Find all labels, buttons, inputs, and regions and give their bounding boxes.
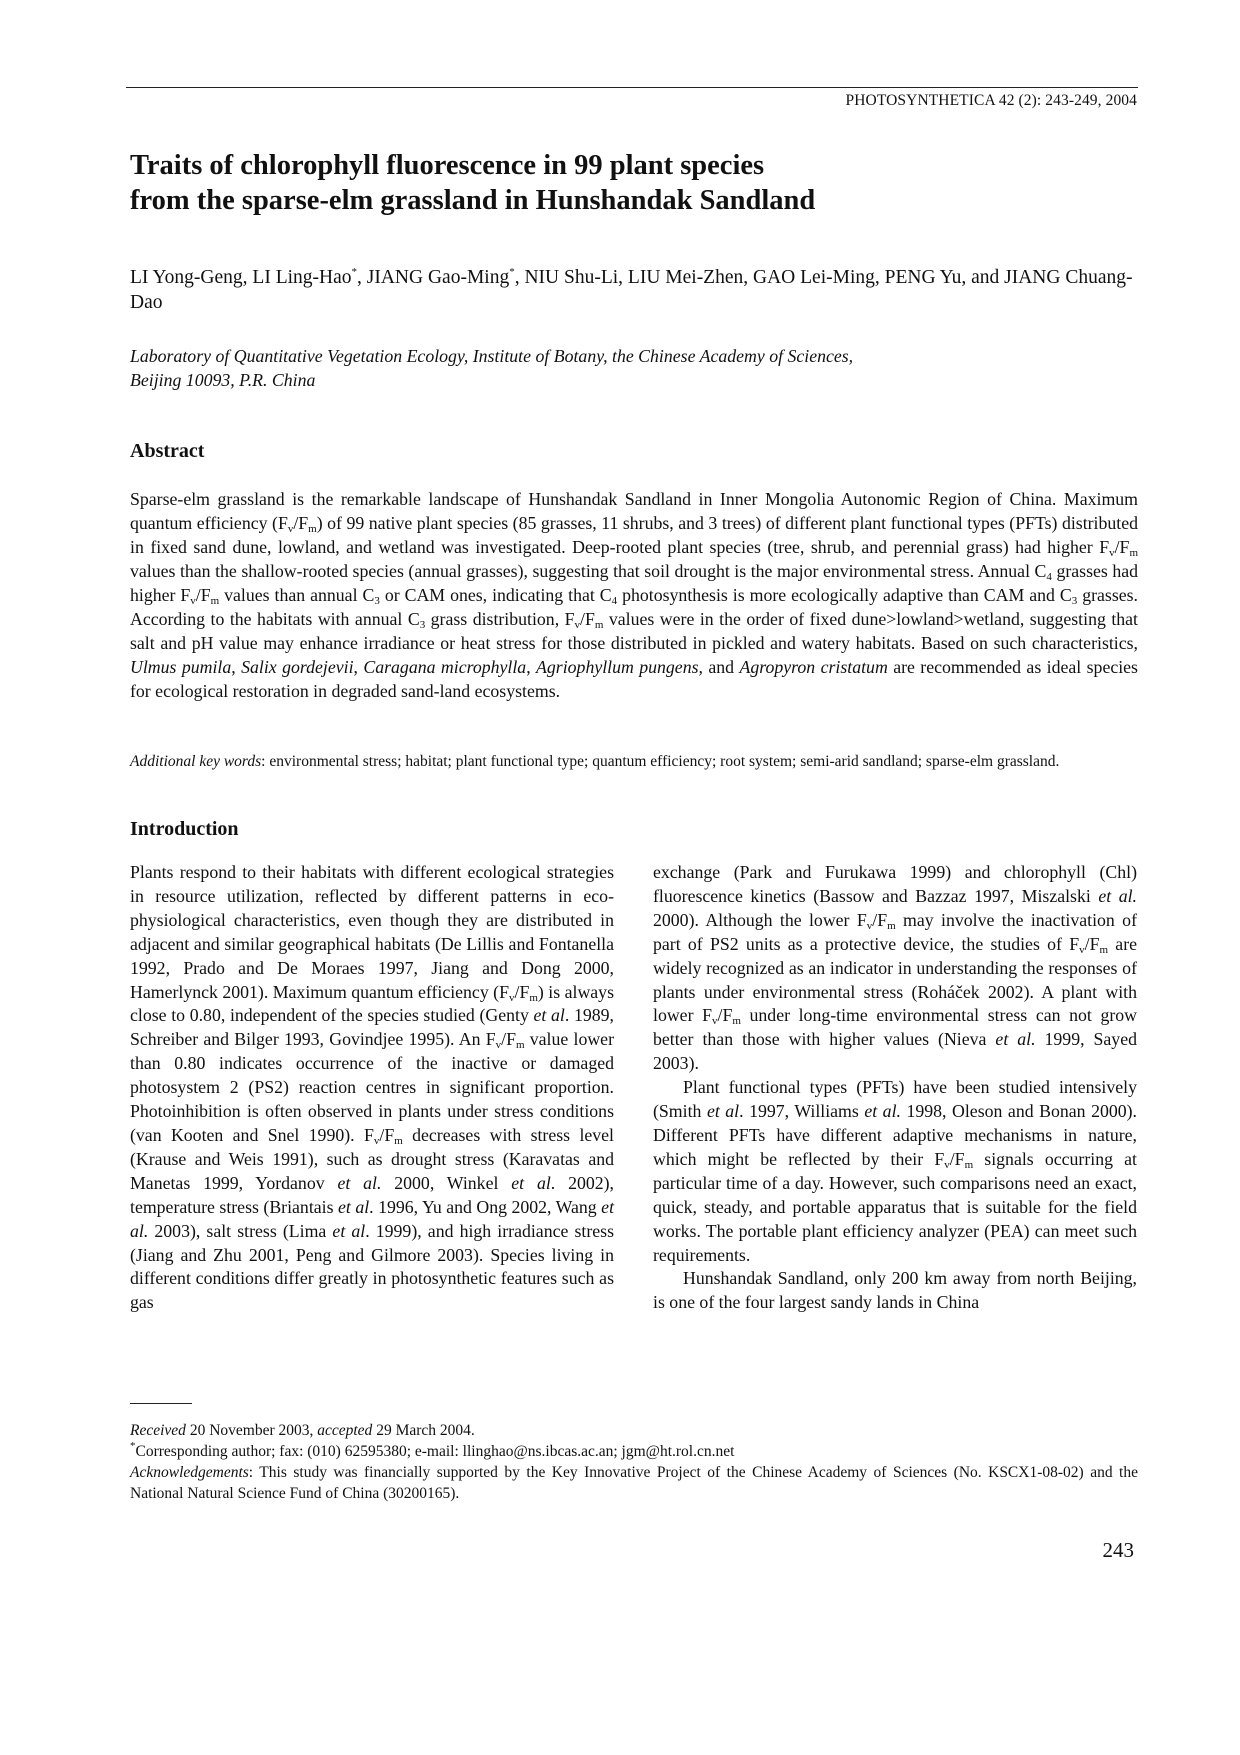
c3-symbol: $C_3$	[362, 585, 380, 607]
species-name: Agropyron cristatum	[739, 657, 888, 677]
keywords-text: : environmental stress; habitat; plant functional type; quantum efficiency; root system; semi-arid sandland; sparse-elm grassland.	[261, 753, 1060, 770]
affiliation-line-2: Beijing 10093, P.R. China	[130, 370, 316, 390]
author-text: , NIU Shu-Li, LIU Mei-Zhen, GAO Lei-Ming, PENG Yu, and JIANG Chuang-Dao	[130, 267, 1133, 313]
author-list	[130, 265, 1140, 315]
keywords	[130, 751, 1138, 772]
body-column-left	[130, 861, 614, 1315]
fv-fm-symbol: $F_v/F_m$	[564, 609, 604, 631]
header-rule	[126, 87, 1138, 88]
body-column-right	[653, 861, 1137, 1315]
footnote-rule	[130, 1403, 192, 1404]
c4-symbol: $C_4$	[599, 585, 618, 607]
fv-fm-symbol: $F_v/F_m$	[934, 1148, 974, 1171]
author-text: ,	[357, 267, 367, 288]
corresponding-author-note: *Corresponding author; fax: (010) 62595380; e-mail: llinghao@ns.ibcas.ac.an; jgm@ht.rol.cn.net	[130, 1440, 735, 1460]
article-title	[130, 148, 1030, 218]
fv-fm-symbol: $F_v/F_m$	[499, 981, 538, 1004]
intro-paragraph-1: Plants respond to their habitats with different ecological strategies in resource utilization, reflected by different patterns in eco-physiological characteristics, even though they are distributed in adjacent and similar geographical habitats (De Lillis and Fontanella 1992, Prado and De Moraes 1997, Jiang and Dong 2000, Hamerlynck 2001). Maximum quantum efficiency $(F_v/F_m)$ is always close to 0.80, independent of the species studied (Genty et al. 1989, Schreiber and Bilger 1993, Govindjee 1995). An $F_v/F_m$ value lower than 0.80 indicates occurrence of the inactive or damaged photosystem 2 (PS2) reaction centres in significant proportion. Photoinhibition is often observed in plants under stress conditions (van Kooten and Snel 1990). $F_v/F_m$ decreases with stress level (Krause and Weis 1991), such as drought stress (Karavatas and Manetas 1999, Yordanov et al. 2000, Winkel et al. 2002), temperature stress (Briantais et al. 1996, Yu and Ong 2002, Wang et al. 2003), salt stress (Lima et al. 1999), and high irradiance stress (Jiang and Zhu 2001, Peng and Gilmore 2003). Species living in different conditions differ greatly in photosynthetic features such as gas	[130, 862, 615, 1313]
c3-symbol: $C_3$	[1059, 585, 1078, 607]
species-name: Agriophyllum pungens,	[536, 657, 703, 677]
abstract-text: Sparse-elm grassland is the remarkable landscape of Hunshandak Sandland in Inner Mongolia Autonomic Region of China. Maximum quantum efficiency $(F_v/F_m)$ of 99 native plant species (85 grasses, 11 shrubs, and 3 trees) of different plant functional types (PFTs) distributed in fixed sand dune, lowland, and wetland was investigated. Deep-rooted plant species (tree, shrub, and perennial grass) had higher $F_v/F_m$ values than the shallow-rooted species (annual grasses), suggesting that soil drought is the major environmental stress. Annual $C_4$ grasses had higher $F_v/F_m$ values than annual $C_3$ or CAM ones, indicating that $C_4$ photosynthesis is more ecologically adaptive than CAM and $C_3$ grasses. According to the habitats with annual $C_3$ grass distribution, $F_v/F_m$ values were in the order of fixed dune>lowland>wetland, suggesting that salt and pH value may enhance irradiance or heat stress for those distributed in pickled and watery habitats. Based on such characteristics, Ulmus pumila, Salix gordejevii, Caragana microphylla, Agriophyllum pungens, and Agropyron cristatum are recommended as ideal species for ecological restoration in degraded sand-land ecosystems.	[130, 489, 1139, 701]
fv-fm-symbol: $F_v/F_m$	[277, 513, 317, 535]
fv-fm-symbol: $F_v/F_m$	[1099, 537, 1138, 559]
fv-fm-symbol: $F_v/F_m$	[856, 909, 896, 932]
intro-paragraph-2: Plant functional types (PFTs) have been studied intensively (Smith et al. 1997, Williams et al. 1998, Oleson and Bonan 2000). Different PFTs have different adaptive mechanisms in nature, which might be reflected by their $F_v/F_m$ signals occurring at particular time of a day. However, such comparisons need an exact, quick, steady, and portable apparatus that is suitable for the field works. The portable plant efficiency analyzer (PEA) can meet such requirements.	[653, 1077, 1138, 1265]
fv-fm-symbol: $F_v/F_m$	[485, 1029, 525, 1052]
c3-symbol: $C_3$	[407, 609, 426, 631]
corresponding-mark: *	[509, 266, 515, 278]
author-name: JIANG Gao-Ming	[366, 267, 510, 288]
introduction-heading: Introduction	[130, 818, 239, 840]
journal-citation: PHOTOSYNTHETICA 42 (2): 243-249, 2004	[845, 92, 1137, 109]
title-line-2: from the sparse-elm grassland in Hunshandak Sandland	[130, 185, 816, 216]
footnotes	[130, 1420, 1138, 1504]
corresponding-mark: *	[351, 266, 358, 278]
fv-fm-symbol: $F_v/F_m$	[363, 1124, 403, 1147]
page-number: 243	[1102, 1538, 1134, 1562]
intro-paragraph-3: Hunshandak Sandland, only 200 km away from north Beijing, is one of the four largest sandy lands in China	[653, 1268, 1137, 1313]
c4-symbol: $C_4$	[1034, 561, 1052, 583]
author-name: LI Ling-Hao	[252, 267, 352, 288]
fv-fm-symbol: $F_v/F_m$	[702, 1005, 741, 1028]
received-note: Received 20 November 2003, accepted 29 March 2004.	[130, 1422, 475, 1439]
species-name: Caragana microphylla	[363, 657, 527, 677]
species-name: Salix gordejevii	[241, 657, 354, 677]
fv-fm-symbol: $F_v/F_m$	[1069, 933, 1109, 956]
affiliation	[130, 344, 1130, 392]
acknowledgements-note: Acknowledgements: This study was financially supported by the Key Innovative Project of the Chinese Academy of Sciences (No. KSCX1-08-02) and the National Natural Science Fund of China (30200165).	[130, 1464, 1138, 1502]
title-line-1: Traits of chlorophyll fluorescence in 99 plant species	[130, 150, 765, 181]
affiliation-line-1: Laboratory of Quantitative Vegetation Ecology, Institute of Botany, the Chinese Academy of Sciences,	[130, 346, 854, 366]
intro-paragraph-1-cont: exchange (Park and Furukawa 1999) and chlorophyll (Chl) fluorescence kinetics (Bassow and Bazzaz 1997, Miszalski et al. 2000). Although the lower $F_v/F_m$ may involve the inactivation of part of PS2 units as a protective device, the studies of $F_v/F_m$ are widely recognized as an indicator in understanding the responses of plants under environmental stress (Roháček 2002). A plant with lower $F_v/F_m$ under long-time environmental stress can not grow better than those with higher values (Nieva et al. 1999, Sayed 2003).	[653, 862, 1138, 1074]
author-text: LI Yong-Geng,	[130, 267, 253, 288]
keywords-label: Additional key words	[130, 753, 262, 770]
abstract-heading: Abstract	[130, 440, 205, 462]
fv-fm-symbol: $F_v/F_m$	[180, 585, 220, 607]
species-name: Ulmus pumila	[130, 657, 232, 677]
